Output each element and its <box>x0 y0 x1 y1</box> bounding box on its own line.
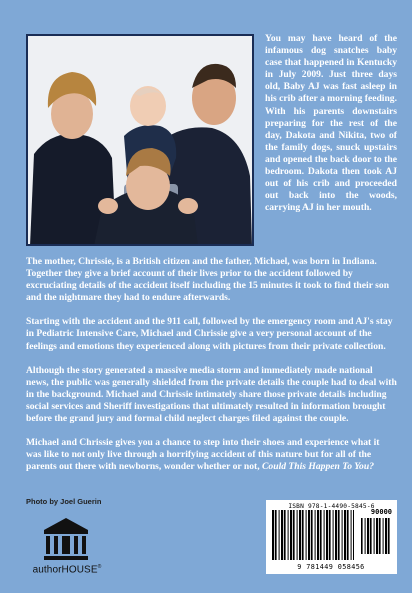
cover-photo <box>26 34 254 246</box>
price-code: 90000 <box>370 508 392 516</box>
barcode-bars <box>272 510 354 560</box>
book-title: Could This Happen To You? <box>262 461 374 473</box>
isbn-text: ISBN 978-1-4490-5845-6 <box>288 503 375 510</box>
paragraph-parents: The mother, Chrissie, is a British citizen and the father, Michael, was born in Indiana. Together they give a brief account of their lives prior to the accident followed by excruciating details of the accident itself including the 15 minutes it took to find their son and the nightmare they had to endure afterwards. <box>26 256 390 304</box>
photo-credit: Photo by Joel Guerin <box>26 497 102 506</box>
paragraph-media: Although the story generated a massive media storm and immediately made national news, the public was generally shielded from the private details the couple had to deal with in the background. Michael and Chrissie intimately share those private details including social services and Sheriff investigations that ultimately resulted in information brought before the grand jury and formal child neglect charges filed against the couple. <box>26 364 397 425</box>
family-photo-illustration <box>28 36 252 244</box>
publisher-name: authorHOUSE® <box>32 564 102 576</box>
blurb-body <box>26 256 397 473</box>
paragraph-accident: Starting with the accident and the 911 call, followed by the emergency room and AJ's stay in Pediatric Intensive Care, Michael and Chrissie give a very personal account of the feelings and emotions they experienced along with pictures from their private collection. <box>26 316 393 352</box>
ean-number: 9 781449 058456 <box>297 563 365 571</box>
intro-paragraph: You may have heard of the infamous dog snatches baby case that happened in Kentucky in July 2009. Just three days old, Baby AJ was fast asleep in his crib after a morning feeding. With his parents downstairs preparing for the rest of the day, Dakota and Nikita, two of the family dogs, snuck upstairs and opened the back door to the bedroom. Dakota then took AJ out of his crib and proceeded out back into the woods, carrying AJ in her mouth. <box>265 33 397 214</box>
addon-barcode-bars <box>361 518 391 554</box>
paragraph-closing <box>26 437 397 473</box>
barcode-label <box>266 500 397 574</box>
closing-text: Michael and Chrissie gives you a chance to step into their shoes and experience what it was like to not only live through a horrifying accident of this nature but for all of the parents out there with newborns, wonder whether or not, <box>26 437 380 473</box>
